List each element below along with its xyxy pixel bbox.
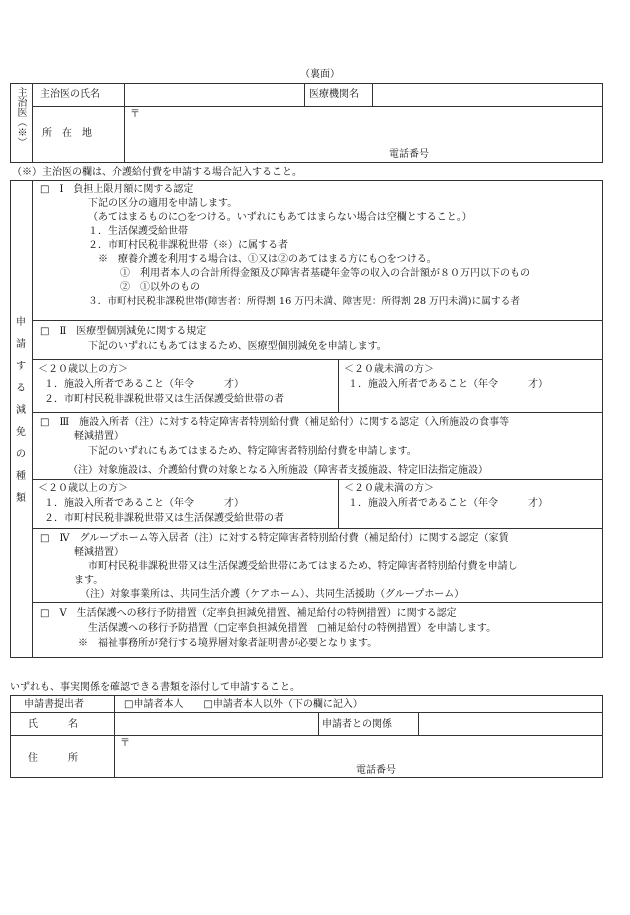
section-2-checkbox-title[interactable]: □ Ⅱ 医療型個別減免に関する規定 <box>40 326 207 337</box>
applicant-address-field[interactable] <box>115 736 602 777</box>
section-4-note: （注）対象事業所は、共同生活介護（ケアホーム）、共同生活援助（グループホーム） <box>80 589 465 600</box>
section-1-option-3[interactable]: ３．市町村民税非課税世帯(障害者：所得割 16 万円未満、障害児：所得割 28 万円未満)に属する者 <box>88 296 521 307</box>
section-1-line: 下記の区分の適用を申請します。 <box>88 198 238 209</box>
section-2-adult-item-2: ２．市町村民税非課税世帯又は生活保護受給世帯の者 <box>44 394 284 405</box>
attachment-note: いずれも、事実関係を確認できる書類を添付して申請すること。 <box>10 682 300 693</box>
doctor-name-field[interactable] <box>125 84 303 105</box>
section-4-title-cont: 軽減措置） <box>74 547 124 558</box>
section-4-line: 市町村民税非課税世帯又は生活保護受給世帯にあてはまるため、特定障害者特別給付費を申請し <box>88 561 518 572</box>
section-4-checkbox-title[interactable]: □ Ⅳ グループホーム等入居者（注）に対する特定障害者特別給付費（補足給付）に関する認定（家賃 <box>40 533 509 544</box>
section-2-minor-heading: ＜２０歳未満の方＞ <box>344 364 434 375</box>
doctor-row-label: 主治医（※） <box>15 87 26 147</box>
applicant-address-label: 住 所 <box>28 753 78 764</box>
section-3-adult-heading: ＜２０歳以上の方＞ <box>38 483 128 494</box>
section-1-suboption-1[interactable]: ① 利用者本人の合計所得金額及び障害者基礎年金等の収入の合計額が８０万円以下のもの <box>120 268 530 279</box>
doctor-address-field[interactable] <box>125 107 602 162</box>
section-1-checkbox-title[interactable]: □ Ⅰ 負担上限月額に関する認定 <box>40 184 194 195</box>
doctor-name-label: 主治医の氏名 <box>40 89 100 100</box>
section-3-line: 下記のいずれにもあてはまるため、特定障害者特別給付費を申請します。 <box>88 446 417 457</box>
applicant-name-field[interactable] <box>115 713 317 734</box>
section-2-line: 下記のいずれにもあてはまるため、医療型個別減免を申請します。 <box>88 341 387 352</box>
section-1-suboption-2[interactable]: ② ①以外のもの <box>120 282 200 293</box>
applicant-name-label: 氏 名 <box>28 719 78 730</box>
relation-label: 申請者との関係 <box>322 719 392 730</box>
applicant-postal-mark: 〒 <box>120 738 130 749</box>
section-3-checkbox-title[interactable]: □ Ⅲ 施設入所者（注）に対する特定障害者特別給付費（補足給付）に関する認定（入所施設の食事等 <box>40 417 510 428</box>
medical-institution-label: 医療機関名 <box>309 89 359 100</box>
section-3-minor-item-1: １．施設入所者であること（年令 才） <box>348 498 548 509</box>
doctor-postal-mark: 〒 <box>130 109 140 120</box>
section-3-title-cont: 軽減措置） <box>74 431 124 442</box>
section-3-adult-item-2: ２．市町村民税非課税世帯又は生活保護受給世帯の者 <box>44 513 284 524</box>
section-3-adult-item-1: １．施設入所者であること（年令 才） <box>44 498 244 509</box>
section-1-option-1[interactable]: １．生活保護受給世帯 <box>88 226 188 237</box>
section-3-note: （注）対象施設は、介護給付費の対象となる入所施設（障害者支援施設、特定旧法指定施設） <box>68 465 488 476</box>
doctor-note: （※）主治医の欄は、介護給付費を申請する場合記入すること。 <box>12 167 302 178</box>
medical-institution-field[interactable] <box>373 84 602 105</box>
applicant-phone-label: 電話番号 <box>356 765 396 776</box>
section-2-adult-heading: ＜２０歳以上の方＞ <box>38 364 128 375</box>
section-2-adult-item-1: １．施設入所者であること（年令 才） <box>44 379 244 390</box>
section-5-note: ※ 福祉事務所が発行する境界層対象者証明書が必要となります。 <box>78 638 378 649</box>
submitter-label: 申請書提出者 <box>24 699 84 710</box>
section-2-minor-item-1: １．施設入所者であること（年令 才） <box>348 379 548 390</box>
section-1-line: （あてはまるものに○をつける。いずれにもあてはまらない場合は空欄とすること。） <box>88 212 472 223</box>
section-4-line-cont: ます。 <box>74 575 104 586</box>
relation-field[interactable] <box>419 713 602 734</box>
section-1-note: ※ 療養介護を利用する場合は、①又は②のあてはまる方にも○をつける。 <box>98 254 437 265</box>
section-5-line[interactable]: 生活保護への移行予防措置（□定率負担減免措置 □補足給付の特例措置）を申請します。 <box>88 623 497 634</box>
page-side-label: （裏面） <box>300 69 340 80</box>
reduction-type-side-label: 申 請 す る 減 免 の 種 類 <box>16 317 26 504</box>
section-3-minor-heading: ＜２０歳未満の方＞ <box>344 483 434 494</box>
submitter-options[interactable]: □申請者本人 □申請者本人以外（下の欄に記入） <box>124 699 363 710</box>
section-1-option-2[interactable]: ２．市町村民税非課税世帯（※）に属する者 <box>88 240 288 251</box>
section-5-checkbox-title[interactable]: □ Ⅴ 生活保護への移行予防措置（定率負担減免措置、補足給付の特例措置）に関する認定 <box>40 608 457 619</box>
doctor-address-label: 所 在 地 <box>42 128 92 139</box>
doctor-phone-label: 電話番号 <box>389 149 429 160</box>
